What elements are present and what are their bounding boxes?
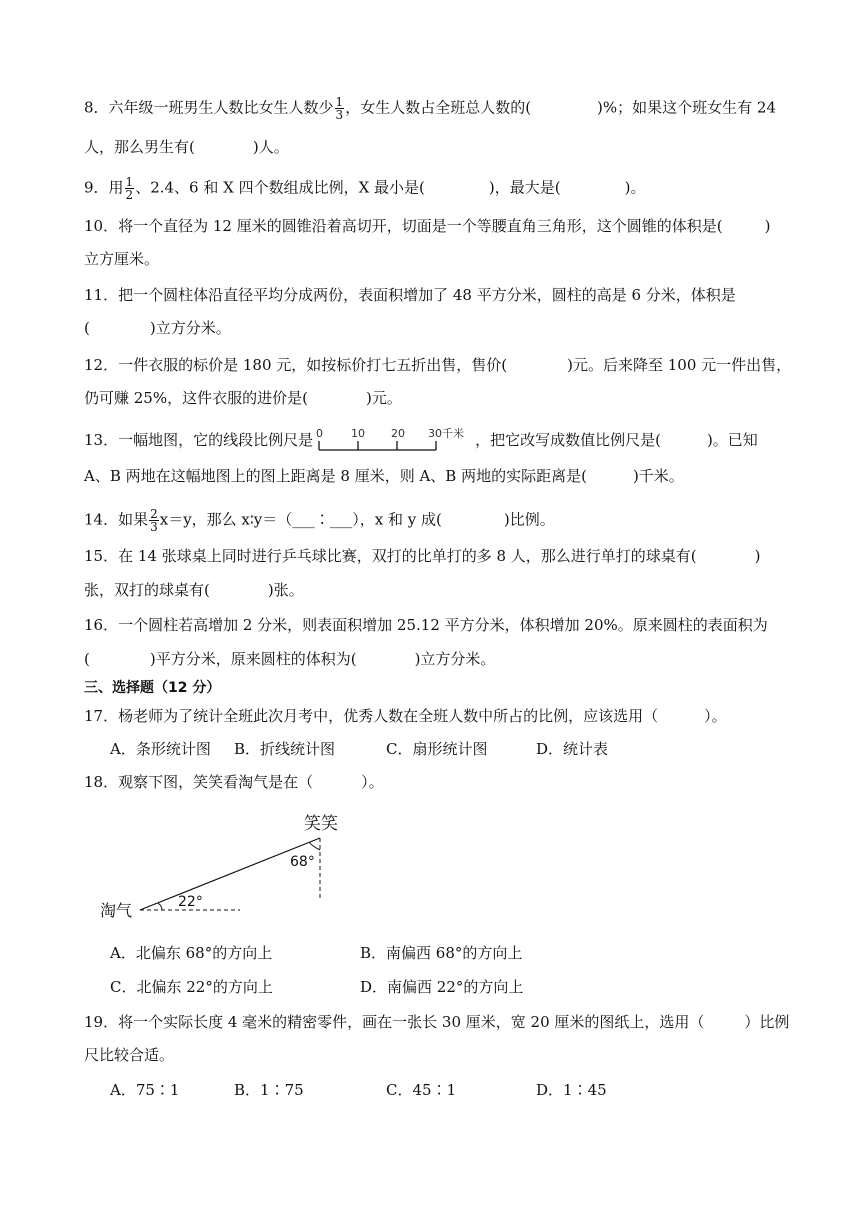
angle-arc-top bbox=[309, 842, 320, 850]
question-16-line-2: ( )平方分米，原来圆柱的体积为( )立方分米。 bbox=[84, 650, 496, 668]
fraction: $\frac{1}{3}$ bbox=[335, 95, 344, 122]
scale-tick-label: 30千米 bbox=[428, 428, 465, 440]
question-8-line-1 bbox=[84, 96, 776, 121]
question-14: 14．如果 $\frac{2}{3}$ x＝y，那么 x∶y＝（___∶___），x 和 y 成( )比例。 bbox=[84, 507, 555, 534]
option-a[interactable]: A．条形统计图 bbox=[110, 740, 211, 758]
answer-blank[interactable]: ___ bbox=[292, 510, 315, 529]
question-12-line-1: 12．一件衣服的标价是 180 元，如按标价打七五折出售，售价( )元。后来降至 100 元一件出售， bbox=[84, 356, 792, 374]
label-taoqi: 淘气 bbox=[100, 901, 133, 920]
angle-arc-left bbox=[158, 903, 162, 910]
option-b[interactable]: B．南偏西 68°的方向上 bbox=[360, 944, 523, 962]
question-11-line-2: ( )立方分米。 bbox=[84, 319, 231, 337]
question-9: 9．用 $\frac{1}{2}$ 、2.4、6 和 X 四个数组成比例，X 最小是( )，最大是( )。 bbox=[84, 175, 646, 202]
option-d[interactable]: D．1∶45 bbox=[536, 1081, 607, 1099]
question-10-line-2: 立方厘米。 bbox=[84, 250, 160, 268]
question-11-line-1: 11．把一个圆柱体沿直径平均分成两份，表面积增加了 48 平方分米，圆柱的高是 6 分米，体积是 bbox=[84, 286, 736, 304]
answer-blank[interactable]: ___ bbox=[329, 510, 353, 529]
question-18: 18．观察下图，笑笑看淘气是在（ ）。 bbox=[84, 773, 384, 791]
question-13-line-2: A、B 两地在这幅地图上的图上距离是 8 厘米，则 A、B 两地的实际距离是( )千米。 bbox=[84, 467, 684, 485]
option-c[interactable]: C．北偏东 22°的方向上 bbox=[110, 978, 273, 996]
question-12-line-2: 仍可赚 25%，这件衣服的进价是( )元。 bbox=[84, 389, 402, 407]
question-8-line-2: 人，那么男生有( )人。 bbox=[84, 138, 289, 156]
option-c[interactable]: C．45∶1 bbox=[386, 1081, 457, 1099]
option-a[interactable]: A．北偏东 68°的方向上 bbox=[110, 944, 273, 962]
question-text: ，女生人数占全班总人数的( bbox=[345, 98, 532, 117]
question-13-line-1: 13．一幅地图，它的线段比例尺是 0 10 20 30千米 ，把它改写成数值比例尺是( )。已知 bbox=[84, 428, 758, 454]
fraction: $\frac{1}{2}$ bbox=[125, 175, 134, 202]
question-16-line-1: 16．一个圆柱若高增加 2 分米，则表面积增加 25.12 平方分米，体积增加 20%。原来圆柱的表面积为 bbox=[84, 616, 768, 634]
section-heading: 三、选择题（12 分） bbox=[84, 680, 221, 696]
option-c[interactable]: C．扇形统计图 bbox=[386, 740, 488, 758]
question-10-line-1: 10．将一个直径为 12 厘米的圆锥沿着高切开，切面是一个等腰直角三角形，这个圆锥的体积是( ) bbox=[84, 217, 771, 235]
sight-line bbox=[140, 838, 320, 910]
direction-diagram bbox=[96, 808, 356, 926]
option-d[interactable]: D．南偏西 22°的方向上 bbox=[360, 978, 524, 996]
question-15-line-1: 15．在 14 张球桌上同时进行乒乓球比赛，双打的比单打的多 8 人，那么进行单打的球桌有( ) bbox=[84, 547, 761, 565]
question-17: 17．杨老师为了统计全班此次月考中，优秀人数在全班人数中所占的比例，应该选用（ ）。 bbox=[84, 707, 727, 725]
question-19-line-2: 尺比较合适。 bbox=[84, 1046, 175, 1064]
option-a[interactable]: A．75∶1 bbox=[110, 1081, 180, 1099]
option-b[interactable]: B．折线统计图 bbox=[234, 740, 336, 758]
label-xiaoxiao: 笑笑 bbox=[304, 814, 338, 834]
question-text: 8．六年级一班男生人数比女生人数少 bbox=[84, 98, 334, 117]
fraction: $\frac{2}{3}$ bbox=[150, 507, 158, 534]
question-15-line-2: 张，双打的球桌有( )张。 bbox=[84, 581, 304, 599]
line-scale-bar bbox=[315, 428, 473, 454]
scale-tick-label: 0 bbox=[316, 428, 324, 440]
angle-68-label: 68° bbox=[290, 854, 315, 870]
scale-tick-label: 10 bbox=[351, 428, 366, 440]
question-19-line-1: 19．将一个实际长度 4 毫米的精密零件，画在一张长 30 厘米，宽 20 厘米的图纸上，选用（ ）比例 bbox=[84, 1013, 790, 1031]
option-d[interactable]: D．统计表 bbox=[536, 740, 609, 758]
option-b[interactable]: B．1∶75 bbox=[234, 1081, 304, 1099]
scale-tick-label: 20 bbox=[391, 428, 406, 440]
question-text: )%；如果这个班女生有 24 bbox=[597, 98, 777, 117]
angle-22-label: 22° bbox=[178, 894, 203, 910]
